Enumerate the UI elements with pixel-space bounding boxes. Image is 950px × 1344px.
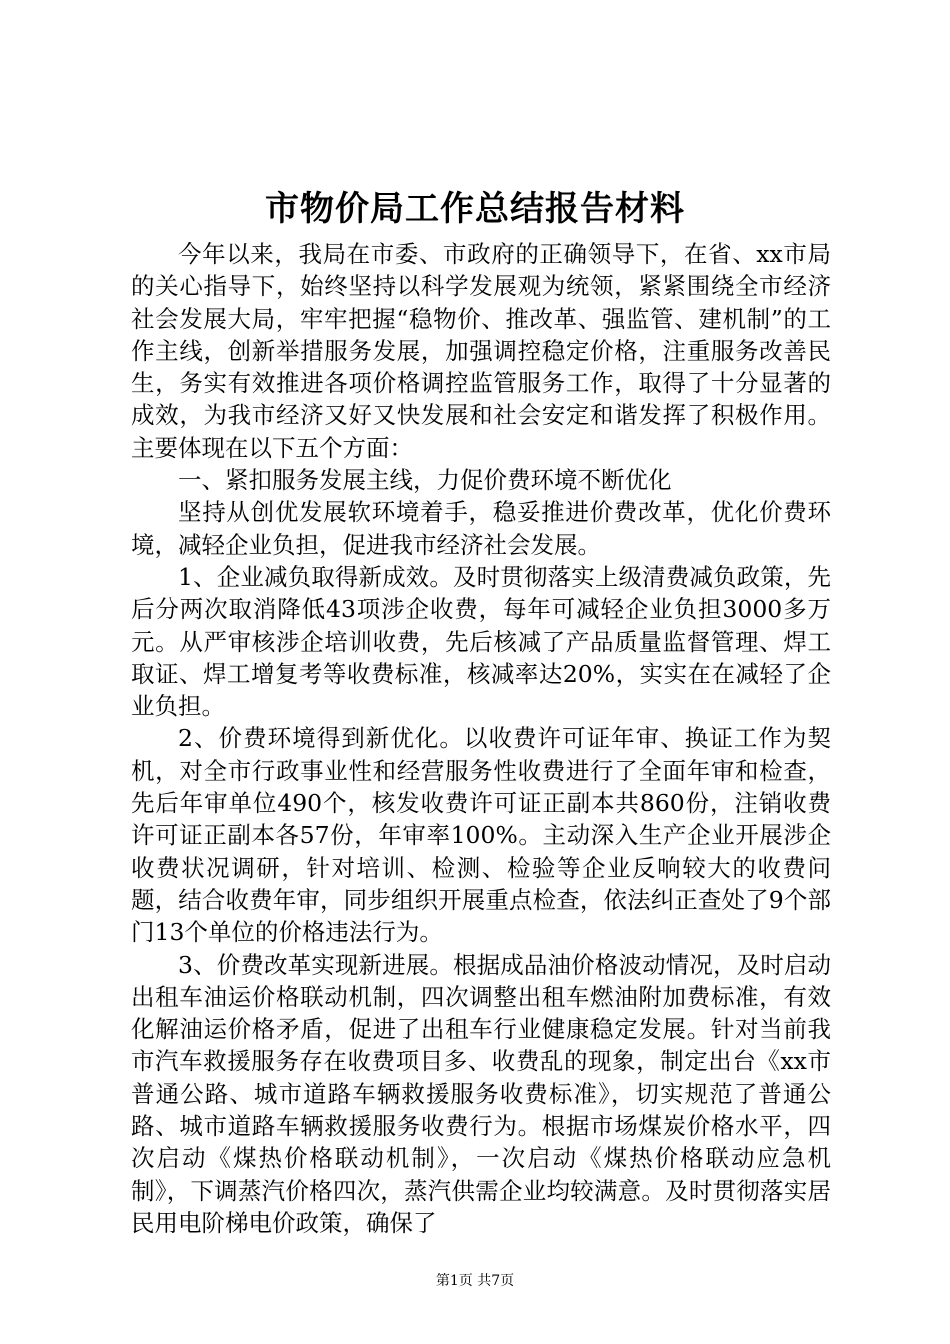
paragraph-intro: 今年以来，我局在市委、市政府的正确领导下，在省、xx市局的关心指导下，始终坚持以科学发展观为统领，紧紧围绕全市经济社会发展大局，牢牢把握“稳物价、推改革、强监管、建机制”的工作主线，创新举措服务发展，加强调控稳定价格，注重服务改善民生，务实有效推进各项价格调控监管服务工作，取得了十分显著的成效，为我市经济又好又快发展和社会安定和谐发挥了积极作用。主要体现在以下五个方面：: [131, 240, 831, 462]
document-body: [131, 238, 831, 1239]
paragraph-item-1: 1、企业减负取得新成效。及时贯彻落实上级清费减负政策，先后分两次取消降低43项涉企收费，每年可减轻企业负担3000多万元。从严审核涉企培训收费，先后核减了产品质量监督管理、焊工取证、焊工增复考等收费标准，核减率达20%，实实在在减轻了企业负担。: [131, 562, 831, 721]
document-title: 市物价局工作总结报告材料: [265, 189, 685, 229]
section-heading-1: 一、紧扣服务发展主线，力促价费环境不断优化: [178, 466, 672, 495]
paragraph-section-1-summary: 坚持从创优发展软环境着手，稳妥推进价费改革，优化价费环境，减轻企业负担，促进我市经济社会发展。: [131, 498, 831, 559]
page-footer: 第1页 共7页: [435, 1273, 515, 1289]
paragraph-item-3: 3、价费改革实现新进展。根据成品油价格波动情况，及时启动出租车油运价格联动机制，四次调整出租车燃油附加费标准，有效化解油运价格矛盾，促进了出租车行业健康稳定发展。针对当前我市汽车救援服务存在收费项目多、收费乱的现象，制定出台《xx市普通公路、城市道路车辆救援服务收费标准》，切实规范了普通公路、城市道路车辆救援服务收费行为。根据市场煤炭价格水平，四次启动《煤热价格联动机制》，一次启动《煤热价格联动应急机制》，下调蒸汽价格四次，蒸汽供需企业均较满意。及时贯彻落实居民用电阶梯电价政策，确保了: [131, 950, 831, 1237]
paragraph-item-2: 2、价费环境得到新优化。以收费许可证年审、换证工作为契机，对全市行政事业性和经营服务性收费进行了全面年审和检查，先后年审单位490个，核发收费许可证正副本共860份，注销收费许可证正副本各57份，年审率100%。主动深入生产企业开展涉企收费状况调研，针对培训、检测、检验等企业反响较大的收费问题，结合收费年审，同步组织开展重点检查，依法纠正查处了9个部门13个单位的价格违法行为。: [131, 724, 831, 947]
